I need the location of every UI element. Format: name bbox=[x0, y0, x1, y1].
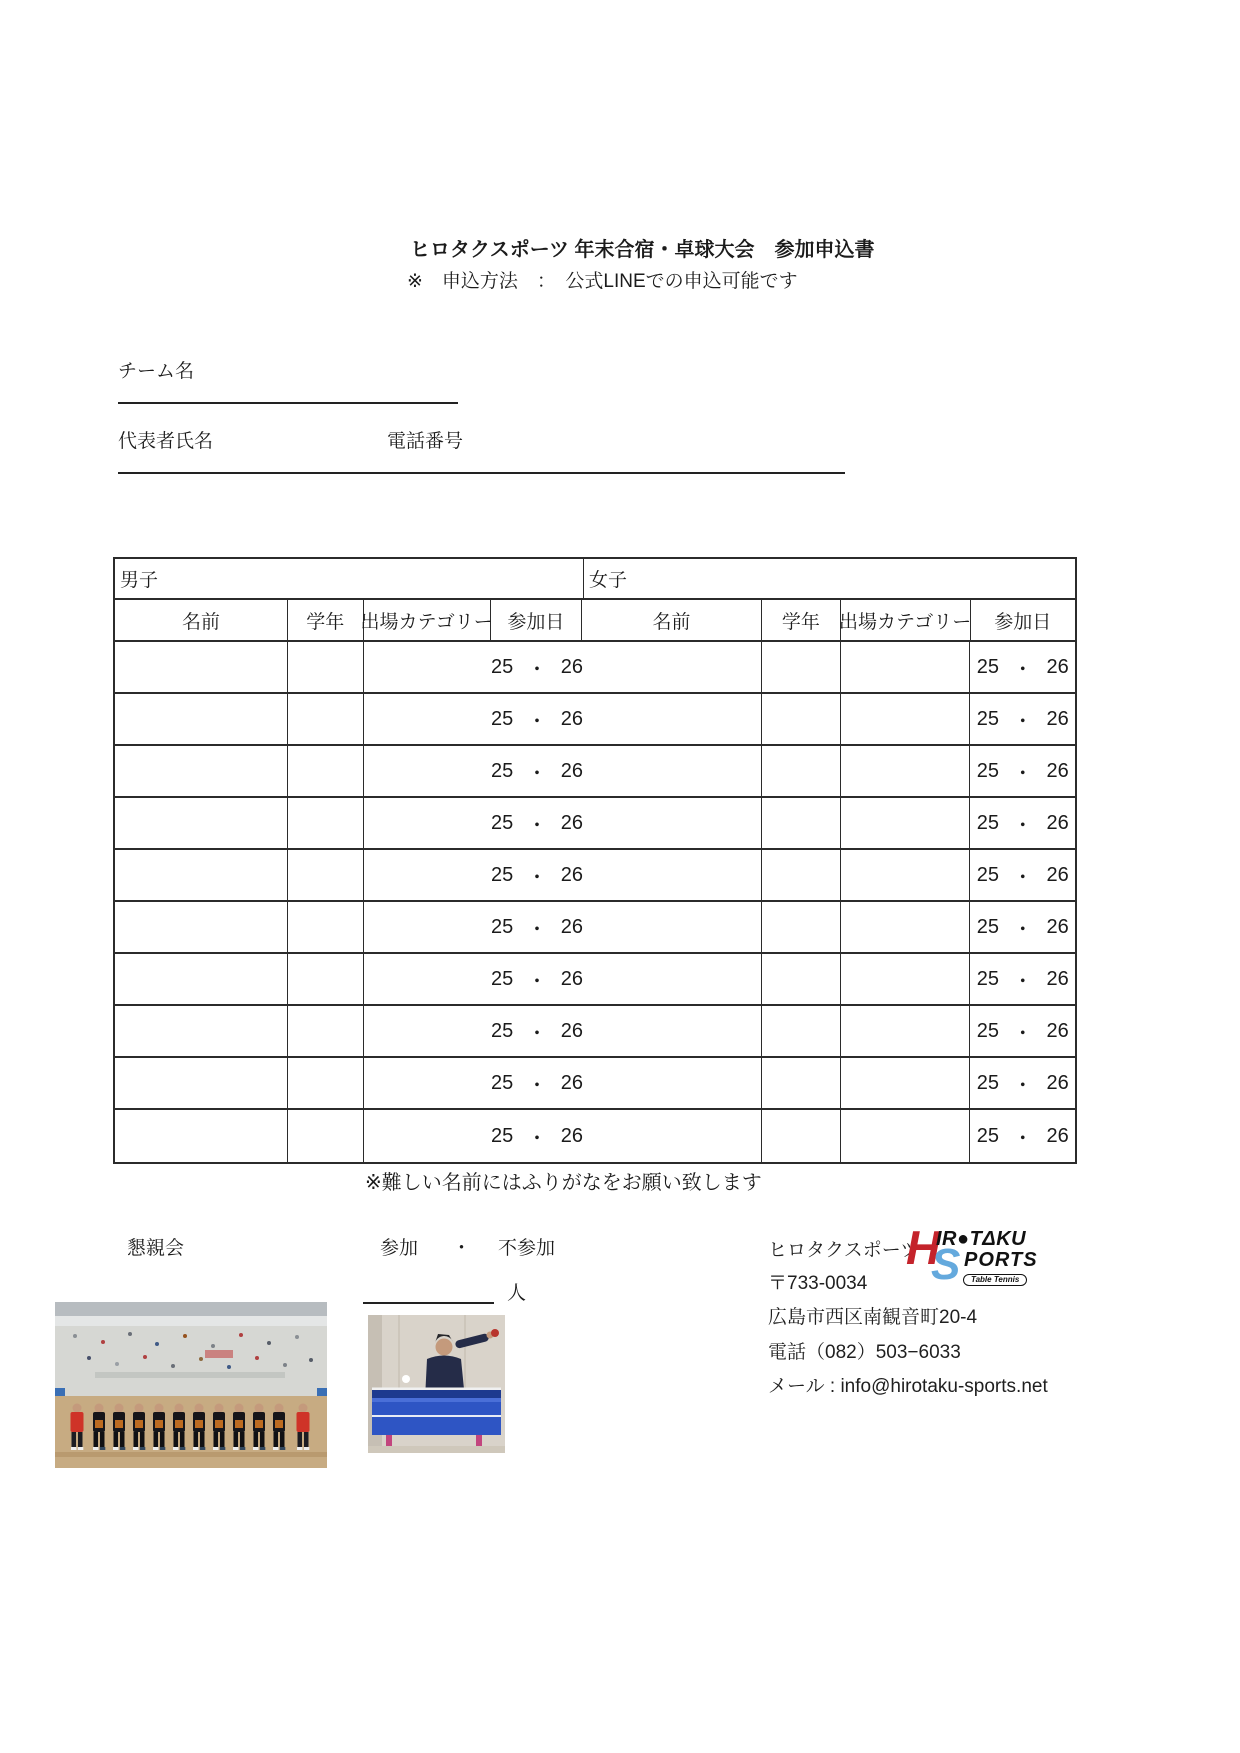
boys-grade-cell bbox=[288, 902, 364, 952]
ball bbox=[402, 1375, 410, 1383]
girls-category-cell bbox=[841, 1110, 970, 1162]
boys-grade-cell bbox=[288, 798, 364, 848]
date-25: 25 bbox=[976, 811, 999, 834]
company-name: ヒロタクスポーツ bbox=[768, 1240, 920, 1261]
date-separator: ・ bbox=[1012, 814, 1033, 837]
boys-grade-cell bbox=[288, 954, 364, 1004]
date-26: 26 bbox=[1046, 811, 1069, 834]
boys-category-date-cell bbox=[364, 798, 762, 848]
boys-category-date-cell bbox=[364, 1058, 762, 1108]
date-separator: ・ bbox=[526, 710, 547, 733]
date-separator: ・ bbox=[526, 658, 547, 681]
boys-category-date-cell bbox=[364, 746, 762, 796]
decline-option: 不参加 bbox=[498, 1238, 556, 1259]
girls-participation-dates bbox=[977, 1069, 1069, 1098]
date-separator: ・ bbox=[1012, 658, 1033, 681]
table-row bbox=[115, 1058, 1075, 1110]
girls-participation-dates bbox=[977, 809, 1069, 838]
date-separator: ・ bbox=[1012, 1127, 1033, 1150]
girls-grade-cell bbox=[762, 1006, 841, 1056]
date-25: 25 bbox=[490, 707, 514, 730]
team-name-field-line bbox=[118, 402, 458, 404]
girls-participation-dates bbox=[977, 757, 1069, 786]
date-separator: ・ bbox=[1012, 710, 1033, 733]
furigana-note: ※難しい名前にはふりがなをお願い致します bbox=[365, 1172, 762, 1194]
page-title: ヒロタクスポーツ 年末合宿・卓球大会 参加申込書 bbox=[410, 239, 875, 261]
boys-category-date-cell bbox=[364, 850, 762, 900]
girls-participation-dates bbox=[977, 913, 1069, 942]
date-26: 26 bbox=[1046, 863, 1069, 886]
boys-participation-dates bbox=[491, 1058, 583, 1108]
boys-grade-cell bbox=[288, 694, 364, 744]
girls-grade-cell bbox=[762, 642, 841, 692]
boys-participation-dates bbox=[491, 798, 583, 848]
date-separator: ・ bbox=[1012, 970, 1033, 993]
date-26: 26 bbox=[560, 915, 583, 938]
table-section-header-row bbox=[115, 559, 1075, 600]
date-25: 25 bbox=[976, 967, 999, 990]
boys-grade-cell bbox=[288, 1110, 364, 1162]
table-row bbox=[115, 746, 1075, 798]
girls-category-cell bbox=[841, 954, 970, 1004]
table-row bbox=[115, 954, 1075, 1006]
date-separator: ・ bbox=[526, 814, 547, 837]
girls-date-cell bbox=[970, 1110, 1075, 1162]
boys-category-date-cell bbox=[364, 1006, 762, 1056]
table-column-header-row bbox=[115, 600, 1075, 642]
boys-category-date-cell bbox=[364, 902, 762, 952]
attend-separator: ・ bbox=[452, 1238, 472, 1259]
girls-date-cell bbox=[970, 642, 1075, 692]
date-25: 25 bbox=[490, 863, 514, 886]
section-header-girls: 女子 bbox=[589, 570, 628, 591]
date-26: 26 bbox=[1046, 707, 1069, 730]
date-26: 26 bbox=[560, 1124, 583, 1147]
girls-grade-cell bbox=[762, 694, 841, 744]
girls-participation-dates bbox=[977, 1122, 1069, 1151]
boys-participation-dates bbox=[491, 850, 583, 900]
girls-participation-dates bbox=[977, 861, 1069, 890]
date-separator: ・ bbox=[1012, 918, 1033, 941]
date-26: 26 bbox=[1046, 759, 1069, 782]
date-separator: ・ bbox=[526, 970, 547, 993]
boys-name-cell bbox=[115, 954, 288, 1004]
phone-number-label: 電話番号 bbox=[387, 431, 464, 452]
boys-category-date-cell bbox=[364, 642, 762, 692]
boys-name-cell bbox=[115, 850, 288, 900]
boys-grade-cell bbox=[288, 746, 364, 796]
girls-grade-cell bbox=[762, 798, 841, 848]
boys-category-date-cell bbox=[364, 694, 762, 744]
boys-grade-cell bbox=[288, 1058, 364, 1108]
date-25: 25 bbox=[976, 759, 999, 782]
boys-name-cell bbox=[115, 902, 288, 952]
date-25: 25 bbox=[976, 707, 999, 730]
girls-grade-cell bbox=[762, 954, 841, 1004]
boys-participation-dates bbox=[491, 1006, 583, 1056]
girls-category-cell bbox=[841, 642, 970, 692]
company-address: 広島市西区南観音町20-4 bbox=[768, 1307, 978, 1328]
table-body bbox=[115, 642, 1075, 1162]
girls-date-cell bbox=[970, 798, 1075, 848]
girls-date-cell bbox=[970, 850, 1075, 900]
girls-participation-dates bbox=[977, 965, 1069, 994]
net bbox=[372, 1389, 501, 1398]
logo-letter-h: H bbox=[906, 1221, 940, 1274]
girls-category-cell bbox=[841, 902, 970, 952]
table-tennis-photo bbox=[368, 1315, 505, 1453]
date-26: 26 bbox=[560, 759, 583, 782]
logo-table-tennis-badge: Table Tennis bbox=[963, 1274, 1027, 1286]
boys-name-cell bbox=[115, 694, 288, 744]
date-25: 25 bbox=[490, 1071, 514, 1094]
date-26: 26 bbox=[1046, 1071, 1069, 1094]
table-row bbox=[115, 642, 1075, 694]
team-photo bbox=[55, 1302, 327, 1468]
table-row bbox=[115, 850, 1075, 902]
boys-grade-cell bbox=[288, 642, 364, 692]
date-26: 26 bbox=[1046, 1019, 1069, 1042]
boys-category-header: 出場カテゴリー bbox=[364, 600, 491, 640]
boys-participation-dates bbox=[491, 1110, 583, 1162]
girls-name-header: 名前 bbox=[582, 600, 762, 640]
boys-grade-cell bbox=[288, 1006, 364, 1056]
table-row bbox=[115, 694, 1075, 746]
girls-grade-cell bbox=[762, 1110, 841, 1162]
girls-date-cell bbox=[970, 954, 1075, 1004]
date-separator: ・ bbox=[526, 918, 547, 941]
girls-category-cell bbox=[841, 850, 970, 900]
boys-name-cell bbox=[115, 1110, 288, 1162]
boys-participation-dates bbox=[491, 902, 583, 952]
representative-phone-field-line bbox=[118, 472, 845, 474]
company-phone: 電話（082）503−6033 bbox=[768, 1342, 961, 1363]
section-header-boys: 男子 bbox=[115, 559, 584, 598]
hirotaku-sports-logo bbox=[906, 1221, 1040, 1290]
boys-grade-header: 学年 bbox=[288, 600, 364, 640]
application-method-note: ※ 申込方法 ： 公式LINEでの申込可能です bbox=[407, 271, 798, 292]
girls-grade-header: 学年 bbox=[762, 600, 841, 640]
boys-participation-dates bbox=[491, 954, 583, 1004]
boys-participation-dates bbox=[491, 746, 583, 796]
date-25: 25 bbox=[976, 655, 999, 678]
boys-name-cell bbox=[115, 1006, 288, 1056]
table-row bbox=[115, 798, 1075, 850]
date-25: 25 bbox=[490, 915, 514, 938]
girls-category-cell bbox=[841, 694, 970, 744]
girls-grade-cell bbox=[762, 1058, 841, 1108]
girls-category-cell bbox=[841, 746, 970, 796]
date-26: 26 bbox=[560, 863, 583, 886]
date-separator: ・ bbox=[526, 1127, 547, 1150]
date-25: 25 bbox=[976, 1019, 999, 1042]
boys-name-cell bbox=[115, 642, 288, 692]
logo-ports-text: PORTS bbox=[964, 1249, 1038, 1271]
date-25: 25 bbox=[490, 1124, 514, 1147]
date-25: 25 bbox=[490, 1019, 514, 1042]
date-26: 26 bbox=[560, 1019, 583, 1042]
girls-date-cell bbox=[970, 902, 1075, 952]
boys-name-cell bbox=[115, 798, 288, 848]
girls-category-cell bbox=[841, 1058, 970, 1108]
company-email: メール : info@hirotaku-sports.net bbox=[768, 1376, 1048, 1397]
date-25: 25 bbox=[490, 811, 514, 834]
company-postal-code: 〒733-0034 bbox=[768, 1273, 868, 1294]
date-separator: ・ bbox=[1012, 1022, 1033, 1045]
people-count-unit: 人 bbox=[507, 1283, 527, 1304]
girls-participation-dates bbox=[977, 1017, 1069, 1046]
date-separator: ・ bbox=[1012, 866, 1033, 889]
date-26: 26 bbox=[560, 1071, 583, 1094]
date-26: 26 bbox=[560, 655, 583, 678]
date-separator: ・ bbox=[1012, 762, 1033, 785]
logo-letter-s: S bbox=[931, 1240, 961, 1289]
date-26: 26 bbox=[1046, 967, 1069, 990]
date-26: 26 bbox=[1046, 915, 1069, 938]
date-separator: ・ bbox=[526, 762, 547, 785]
girls-grade-cell bbox=[762, 850, 841, 900]
date-25: 25 bbox=[976, 863, 999, 886]
girls-participation-dates bbox=[977, 705, 1069, 734]
date-25: 25 bbox=[976, 1071, 999, 1094]
boys-name-cell bbox=[115, 1058, 288, 1108]
girls-category-header: 出場カテゴリー bbox=[841, 600, 971, 640]
girls-date-cell bbox=[970, 746, 1075, 796]
boys-category-date-cell bbox=[364, 954, 762, 1004]
girls-category-cell bbox=[841, 1006, 970, 1056]
table-row bbox=[115, 1110, 1075, 1162]
girls-category-cell bbox=[841, 798, 970, 848]
logo-irotaku-text: IR●TΔKU bbox=[936, 1228, 1027, 1250]
date-separator: ・ bbox=[1012, 1074, 1033, 1097]
boys-date-header: 参加日 bbox=[491, 600, 582, 640]
date-26: 26 bbox=[560, 707, 583, 730]
people-count-field-line bbox=[363, 1302, 494, 1304]
date-separator: ・ bbox=[526, 866, 547, 889]
boys-participation-dates bbox=[491, 642, 583, 692]
girls-date-cell bbox=[970, 694, 1075, 744]
table-row bbox=[115, 902, 1075, 954]
boys-participation-dates bbox=[491, 694, 583, 744]
boys-name-header: 名前 bbox=[115, 600, 288, 640]
date-26: 26 bbox=[1046, 1124, 1069, 1147]
date-separator: ・ bbox=[526, 1022, 547, 1045]
girls-date-cell bbox=[970, 1058, 1075, 1108]
girls-date-header: 参加日 bbox=[994, 611, 1052, 633]
girls-participation-dates bbox=[977, 653, 1069, 682]
attend-option: 参加 bbox=[380, 1238, 419, 1259]
team-name-label: チーム名 bbox=[118, 361, 195, 382]
representative-name-label: 代表者氏名 bbox=[118, 431, 214, 452]
girls-date-cell bbox=[970, 1006, 1075, 1056]
boys-category-date-cell bbox=[364, 1110, 762, 1162]
date-separator: ・ bbox=[526, 1074, 547, 1097]
table-row bbox=[115, 1006, 1075, 1058]
date-25: 25 bbox=[490, 967, 514, 990]
date-25: 25 bbox=[976, 1124, 999, 1147]
date-25: 25 bbox=[976, 915, 999, 938]
entry-table bbox=[113, 557, 1077, 1164]
boys-grade-cell bbox=[288, 850, 364, 900]
date-26: 26 bbox=[560, 811, 583, 834]
date-25: 25 bbox=[490, 759, 514, 782]
social-gathering-label: 懇親会 bbox=[127, 1238, 185, 1259]
date-26: 26 bbox=[1046, 655, 1069, 678]
girls-grade-cell bbox=[762, 902, 841, 952]
date-25: 25 bbox=[490, 655, 514, 678]
girls-grade-cell bbox=[762, 746, 841, 796]
date-26: 26 bbox=[560, 967, 583, 990]
boys-name-cell bbox=[115, 746, 288, 796]
